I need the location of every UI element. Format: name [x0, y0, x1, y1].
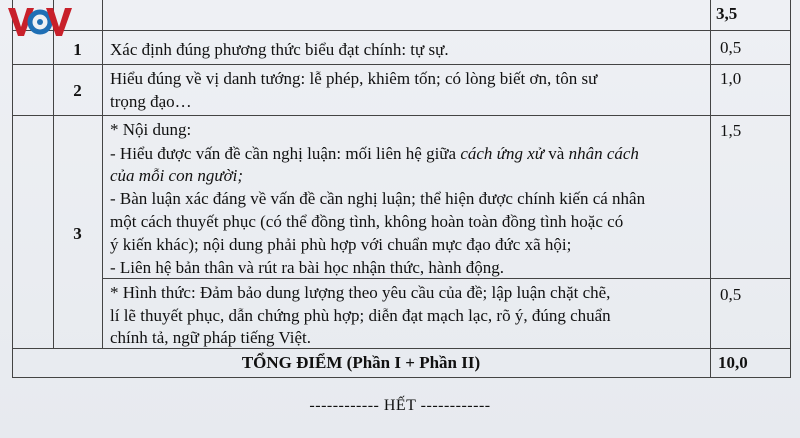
total-label: TỔNG ĐIỂM (Phần I + Phần II) [241, 353, 481, 372]
row-divider [12, 64, 791, 65]
content-line: - Bàn luận xác đáng về vấn đề cần nghị luận; thể hiện được chính kiến cá nhân [110, 189, 646, 208]
form-line: * Hình thức: Đảm bảo dung lượng theo yêu cầu của đề; lập luận chặt chẽ, [110, 283, 611, 302]
criterion-score: 0,5 [720, 38, 742, 57]
vov-logo-icon [6, 5, 74, 39]
content-line: của mỗi con người; [110, 166, 244, 185]
criterion-text-line: trọng đạo… [110, 92, 192, 111]
end-marker: ------------ HẾT ------------ [309, 397, 491, 414]
content-heading: * Nội dung: [110, 120, 192, 139]
table-col-divider-3 [710, 0, 711, 377]
content-line: - Liên hệ bản thân và rút ra bài học nhận thức, hành động. [110, 258, 504, 277]
row-number: 3 [73, 224, 82, 243]
content-line: một cách thuyết phục (có thể đồng tình, không hoàn toàn đồng tình hoặc có [110, 212, 624, 231]
criterion-text: Xác định đúng phương thức biểu đạt chính: tự sự. [110, 40, 449, 59]
row-divider [12, 30, 791, 31]
criterion-score: 0,5 [720, 285, 742, 304]
vov-logo [6, 3, 74, 41]
form-line: chính tả, ngữ pháp tiếng Việt. [110, 328, 311, 347]
row-number: 1 [73, 40, 82, 59]
content-line [110, 142, 639, 166]
row-divider [12, 115, 791, 116]
form-line: lí lẽ thuyết phục, dẫn chứng phù hợp; diễn đạt mạch lạc, rõ ý, đúng chuẩn [110, 306, 611, 325]
content-italic: nhân cách [568, 144, 639, 163]
content-text: và [544, 144, 569, 163]
table-border-bottom [12, 377, 791, 378]
criterion-score: 1,5 [720, 121, 742, 140]
section-total-score: 3,5 [716, 4, 738, 23]
content-line: ý kiến khác); nội dung phải phù hợp với chuẩn mực đạo đức xã hội; [110, 235, 572, 254]
table-col-divider-2 [102, 0, 103, 348]
content-text: - Hiểu được vấn đề cần nghị luận: mối liên hệ giữa [110, 144, 461, 163]
row-number: 2 [73, 81, 82, 100]
content-italic: cách ứng xử [460, 144, 545, 163]
table-border-right [790, 0, 791, 377]
table-border-left [12, 0, 13, 377]
criterion-text-line: Hiểu đúng về vị danh tướng: lễ phép, khiêm tốn; có lòng biết ơn, tôn sư [110, 69, 598, 88]
criterion-score: 1,0 [720, 69, 742, 88]
total-score: 10,0 [718, 353, 748, 372]
